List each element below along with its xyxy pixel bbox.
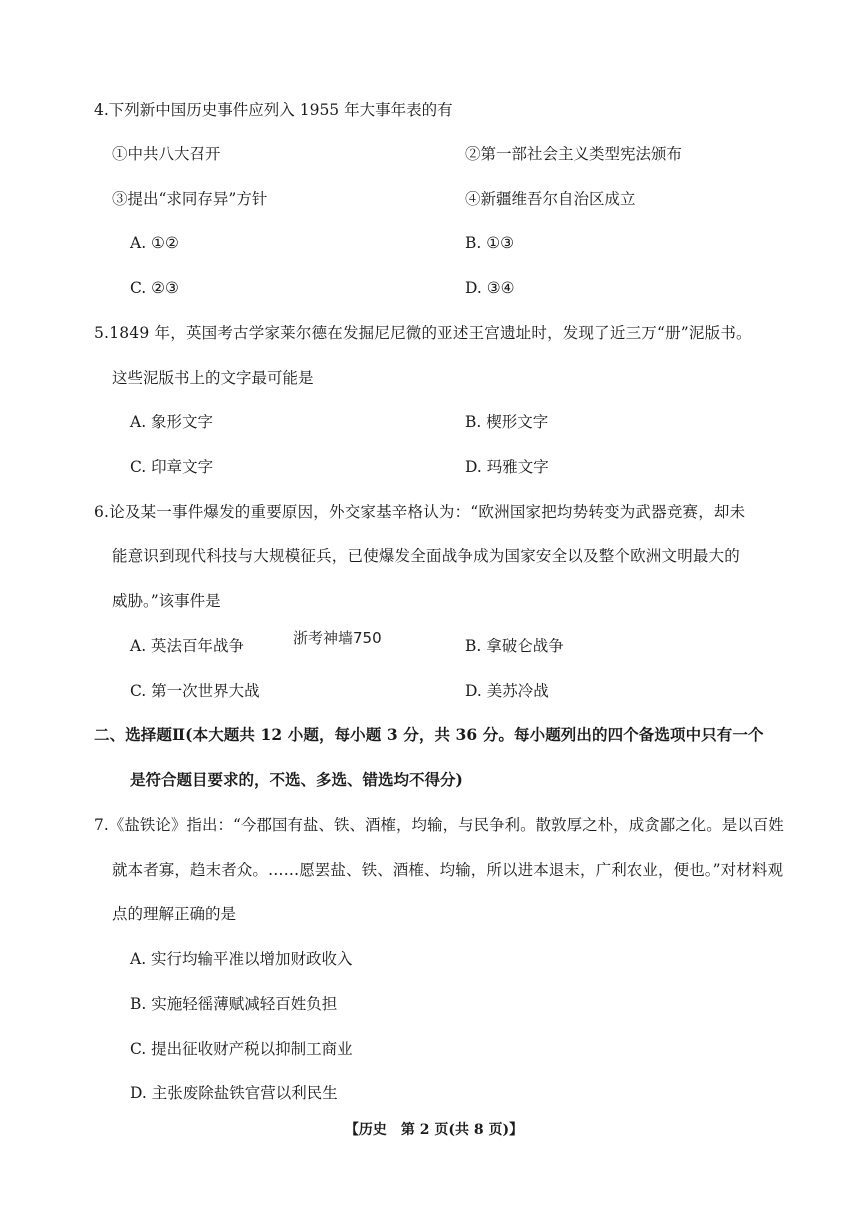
q7-stem-line2: 就本者寡，趋末者众。……愿罢盐、铁、酒榷、均输，所以进本退末，广利农业，便也。”对材料观 [112,861,784,879]
q4-option-d: D. ③④ [465,279,515,297]
q7-option-a: A. 实行均输平准以增加财政收入 [130,950,353,968]
section2-heading-line1: 二、选择题Ⅱ(本大题共 12 小题，每小题 3 分，共 36 分。每小题列出的四个备选项中只有一个 [94,725,764,744]
q4-stem: 4.下列新中国历史事件应列入 1955 年大事年表的有 [94,101,453,119]
section2-heading-line2: 是符合题目要求的，不选、多选、错选均不得分) [130,770,463,789]
q5-option-d: D. 玛雅文字 [465,458,549,476]
q7-option-b: B. 实施轻徭薄赋减轻百姓负担 [130,995,338,1013]
q5-stem-line2: 这些泥版书上的文字最可能是 [112,369,314,387]
page-footer: 【历史 第 2 页(共 8 页)】 [344,1122,524,1138]
q6-option-a: A. 英法百年战争 [130,637,245,655]
q5-option-b: B. 楔形文字 [465,413,549,431]
q6-option-d: D. 美苏冷战 [465,682,549,700]
q5-option-a: A. 象形文字 [130,413,214,431]
q5-stem-line1: 5.1849 年，英国考古学家莱尔德在发掘尼尼微的亚述王宫遗址时，发现了近三万“册”泥版书。 [94,324,752,342]
q4-option-b: B. ①③ [465,234,515,252]
q4-item-2: ②第一部社会主义类型宪法颁布 [465,145,683,163]
q4-item-1: ①中共八大召开 [112,145,221,163]
q6-stem-line3: 威胁。”该事件是 [112,592,221,610]
q4-item-3: ③提出“求同存异”方针 [112,190,268,208]
q5-option-c: C. 印章文字 [130,458,214,476]
q6-option-b: B. 拿破仑战争 [465,637,564,655]
q4-option-a: A. ①② [130,234,179,252]
q4-option-c: C. ②③ [130,279,179,297]
watermark-text: 浙考神墙750 [293,629,382,647]
q7-stem-line1: 7.《盐铁论》指出：“今郡国有盐、铁、酒榷，均输，与民争利。散敦厚之朴，成贪鄙之化。是以百姓 [94,816,784,834]
q7-option-d: D. 主张废除盐铁官营以利民生 [130,1084,338,1102]
q4-item-4: ④新疆维吾尔自治区成立 [465,190,636,208]
q7-stem-line3: 点的理解正确的是 [112,905,237,923]
q6-stem-line2: 能意识到现代科技与大规模征兵，已使爆发全面战争成为国家安全以及整个欧洲文明最大的 [112,547,741,565]
q7-option-c: C. 提出征收财产税以抑制工商业 [130,1040,353,1058]
q6-option-c: C. 第一次世界大战 [130,682,260,700]
q6-stem-line1: 6.论及某一事件爆发的重要原因，外交家基辛格认为：“欧洲国家把均势转变为武器竞赛，却未 [94,503,746,521]
